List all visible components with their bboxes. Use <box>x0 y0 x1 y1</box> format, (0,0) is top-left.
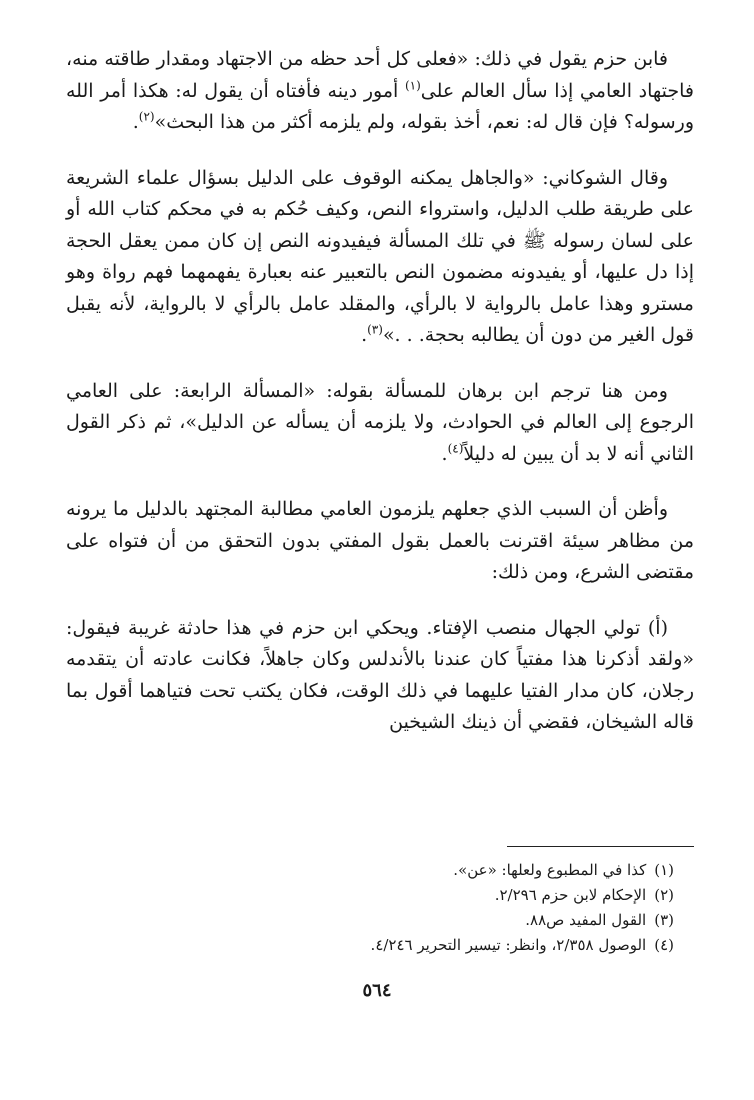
footnote-number: (٤) <box>654 936 674 954</box>
text-segment: وقال الشوكاني: «والجاهل يمكنه الوقوف على الدليل بسؤال علماء الشريعة على طريقة طلب الدليل، واسترواء النص، وكيف حُكم به في محكم كتاب الله أو على لسان رسوله ﷺ في تلك المسألة فيفيدونه النص إن كان ممن يعقل الحجة إذا دل عليها، أو يفيدونه مضمون النص بالتعبير عنه بعبارة يفهمهما فهم رواة وهو مسترو وهذا عامل بالرواية لا بالرأي، والمقلد عامل بالرأي لا بالرواية، لأنه يقبل قول الغير من دون أن يطالبه بحجة. . .» <box>66 166 694 346</box>
footnote-item <box>80 883 674 908</box>
text-segment: . <box>441 442 448 465</box>
footnote-reference: (٢) <box>138 109 155 124</box>
footnote-text: الوصول ٢/٣٥٨، وانظر: تيسير التحرير ٤/٢٤٦. <box>370 936 647 954</box>
text-segment: ومن هنا ترجم ابن برهان للمسألة بقوله: «المسألة الرابعة: على العامي الرجوع إلى العالم في الحوادث، ولا يلزمه أن يسأله عن الدليل»، ثم ذكر القول الثاني أنه لا بد أن يبين له دليلاً <box>66 379 694 465</box>
footnote-number: (١) <box>654 861 674 879</box>
footnote-text: كذا في المطبوع ولعلها: «عن». <box>453 861 647 879</box>
footnote-separator <box>507 846 694 847</box>
text-segment: وأظن أن السبب الذي جعلهم يلزمون العامي مطالبة المجتهد بالدليل ما يرونه من مظاهر سيئة اقترنت بالعمل بقول المفتي بدون التحقق من أن فتواه على مقتضى الشرع، ومن ذلك: <box>66 498 694 583</box>
footnote-reference: (٤) <box>447 441 464 456</box>
paragraph-ibn-hazm-quote <box>66 44 694 139</box>
text-segment: (أ) تولي الجهال منصب الإفتاء. ويحكي ابن حزم في هذا حادثة غريبة فيقول: «ولقد أذكرنا هذا مفتياً كان عندنا بالأندلس وكان جاهلاً، فكانت عادته أن يتقدمه رجلان، كان مدار الفتيا عليهما في ذلك الوقت، فكان يكتب تحت فتياهما أقول بما قاله الشيخان، فقضي أن ذينك الشيخين <box>66 616 694 733</box>
footnote-number: (٣) <box>654 911 674 929</box>
footnotes <box>80 858 674 958</box>
footnote-number: (٢) <box>654 886 674 904</box>
paragraph-item-a <box>66 613 694 739</box>
page-number: ٥٦٤ <box>362 980 392 1001</box>
text-segment: أمور دينه فأفتاه أن يقول له: هكذا أمر الله ورسوله؟ فإن قال له: نعم، أخذ بقوله، ولم يلزمه أكثر من هذا البحث» <box>66 79 694 133</box>
main-text <box>66 44 694 763</box>
footnote-text: الإحكام لابن حزم ٢/٢٩٦. <box>494 886 647 904</box>
footnote-reference: (٣) <box>367 322 383 337</box>
paragraph-shawkani-quote <box>66 163 694 352</box>
footnote-reference: (١) <box>404 78 421 93</box>
footnote-item <box>80 858 674 883</box>
text-segment: . <box>361 324 368 346</box>
footnote-item <box>80 908 674 933</box>
paragraph-reason <box>66 494 694 589</box>
paragraph-ibn-burhan <box>66 376 694 471</box>
footnote-item <box>80 933 674 958</box>
text-segment: . <box>132 111 139 133</box>
text-segment: فابن حزم يقول في ذلك: «فعلى كل أحد حظه من الاجتهاد ومقدار طاقته منه، فاجتهاد العامي إذا سأل العالم على <box>66 48 695 102</box>
footnote-text: القول المفيد ص٨٨. <box>525 911 647 929</box>
